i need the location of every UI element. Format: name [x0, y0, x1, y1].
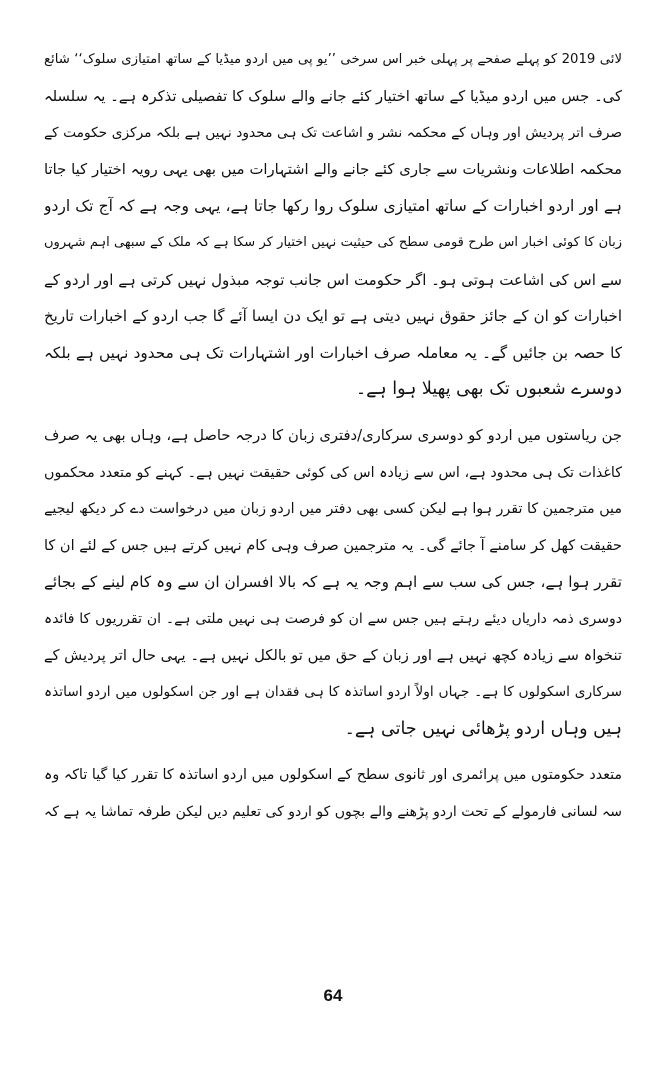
text-line: حقیقت کھل کر سامنے آ جائے گی۔ یہ مترجمین صرف وہی کام نہیں کرتے ہیں جس کے لئے ان کا: [44, 537, 622, 554]
text-line: اخبارات کو ان کے جائز حقوق نہیں دیتی ہے تو ایک دن ایسا آئے گا جب اردو کے اخبارات تاریخ: [44, 307, 622, 326]
body-text: [44, 42, 622, 830]
paragraph-3: [44, 757, 622, 830]
text-line: ہے اور اردو اخبارات کے ساتھ امتیازی سلوک روا رکھا جاتا ہے، یہی وجہ ہے کہ آج تک اردو: [44, 197, 622, 216]
text-line: تقرر ہوا ہے، جس کی سب سے اہم وجہ یہ ہے کہ بالا افسران ان سے وہ کام لینے کے بجائے: [44, 573, 622, 592]
page-number: 64: [323, 986, 343, 1005]
text-line: تنخواہ سے زیادہ کچھ نہیں ہے اور زبان کے حق میں تو بالکل نہیں ہے۔ یہی حال اتر پردیش کے: [44, 646, 622, 664]
text-line: کاغذات تک ہی محدود ہے، اس سے زیادہ اس کی کوئی حقیقت نہیں ہے۔ کہنے کو متعدد محکموں: [44, 464, 622, 481]
paragraph-2: [44, 418, 622, 747]
text-line: سہ لسانی فارمولے کے تحت اردو پڑھنے والے بچوں کو اردو کی تعلیم دیں لیکن طرفہ تماشا یہ ہے کہ: [44, 803, 622, 820]
text-line: محکمہ اطلاعات ونشریات سے جاری کئے جانے والے اشتہارات میں بھی یہی رویہ اختیار کیا جاتا: [44, 160, 622, 178]
text-line: متعدد حکومتوں میں پرائمری اور ثانوی سطح کے اسکولوں میں اردو اساتذہ کا تقرر کیا گیا تاکہ وہ: [44, 767, 622, 784]
text-line: صرف اتر پردیش اور وہاں کے محکمہ نشر و اشاعت تک ہی محدود نہیں ہے بلکہ مرکزی حکومت کے: [44, 125, 622, 142]
text-line: دوسری ذمہ داریاں دیئے رہتے ہیں جس سے ان کو فرصت ہی نہیں ملتی ہے۔ ان تقرریوں کا فائدہ: [44, 610, 622, 627]
text-line: ہیں وہاں اردو پڑھائی نہیں جاتی ہے۔: [344, 718, 622, 739]
text-line: میں مترجمین کا تقرر ہوا ہے لیکن کسی بھی دفتر میں اردو زبان میں درخواست دے کر دیکھ لیجیے: [44, 501, 622, 518]
text-line: کا حصہ بن جائیں گے۔ یہ معاملہ صرف اخبارات اور اشتہارات تک ہی محدود نہیں ہے بلکہ: [44, 343, 622, 362]
paragraph-1: [44, 42, 622, 408]
text-line: کی۔ جس میں اردو میڈیا کے ساتھ اختیار کئے جانے والے سلوک کا تفصیلی تذکرہ ہے۔ یہ سلسلہ: [44, 87, 622, 105]
text-line: سے اس کی اشاعت ہوتی ہو۔ اگر حکومت اس جانب توجہ مبذول نہیں کرتی ہے اور اردو کے: [44, 270, 622, 289]
paragraph-spacer: [44, 747, 622, 757]
text-line: جن ریاستوں میں اردو کو دوسری سرکاری/دفتری زبان کا درجہ حاصل ہے، وہاں بھی یہ صرف: [44, 426, 622, 444]
paragraph-spacer: [44, 408, 622, 418]
text-line: زبان کا کوئی اخبار اس طرح قومی سطح کی حیثیت نہیں اختیار کر سکا ہے کہ ملک کے سبھی اہم شہروں: [44, 234, 622, 250]
text-line: دوسرے شعبوں تک بھی پھیلا ہوا ہے۔: [355, 379, 622, 400]
text-line: سرکاری اسکولوں کا ہے۔ جہاں اولاً اردو اساتذہ کا ہی فقدان ہے اور جن اسکولوں میں اردو اساتذہ: [44, 684, 622, 701]
text-line: لائی 2019 کو پہلے صفحے پر پہلی خبر اس سرخی ’’یو پی میں اردو میڈیا کے ساتھ امتیازی سلوک‘‘ شائع: [44, 52, 622, 67]
